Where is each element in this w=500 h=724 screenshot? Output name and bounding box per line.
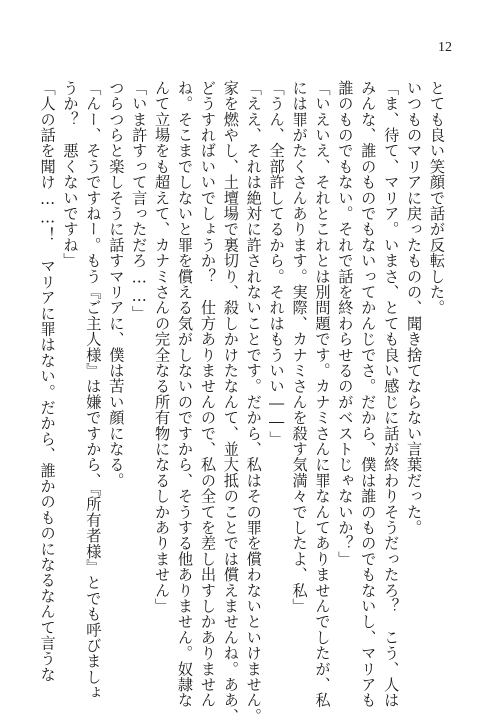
text-line: 「んー、そうですねー。もう『ご主人様』は嫌ですから、『所有者様』とでも呼びましょ [84,80,103,701]
text-line: どうすればいいでしょうか？ 仕方ありませんので、私の全てを差し出すしかありません [198,80,217,708]
text-line: 誰のものでもない。それで話を終わらせるのがベストじゃないか？」 [336,80,355,567]
text-line: うか？ 悪くないですね」 [61,80,80,269]
text-line: みんな、誰のものでもないってかんじでさ。だから、僕は誰のものでもないし、マリアも [359,80,378,708]
text-line: 家を燃やし、土壇場で裏切り、殺しかけたなんて、並大抵のことでは償えませんね。ああ、 [221,80,240,724]
text-line: 「うん、全部許してるから。それはもういい――」 [267,80,286,447]
text-line: には罪がたくさんあります。実際、カナミさんを殺す気満々でしたよ、私」 [290,80,309,614]
vertical-text-body [36,80,448,724]
text-line: 「人の話を聞け……！ マリアに罪はない。だから、誰かのものになるなんて言うな [38,80,57,683]
text-line: 「いえいえ、それとこれとは別問題です。カナミさんに罪なんてありませんでしたが、私 [313,80,332,708]
text-line: つらつらと楽しそうに話すマリアに、僕は苦い顔になる。 [107,80,126,489]
text-line: 「ええ、それは絶対に許されないことです。だから、私はその罪を償わないといけません。 [244,80,263,724]
text-line: 「ま、待て、マリア。いまさ、とても良い感じに話が終わりそうだったろ？ こう、人は [382,80,401,708]
text-line: とても良い笑顔で話が反転した。 [428,80,446,316]
text-line: んて立場をも超えて、カナミさんの完全なる所有物になるしかありません」 [153,80,172,614]
text-line: 「いま許すって言っただろ……」 [130,80,149,322]
text-line: ね。そこまでしないと罪を償える気がしないのですから、そうする他ありません。奴隷な [176,80,195,708]
page-number: 12 [438,40,452,55]
text-line: いつものマリアに戻ったものの、聞き捨てならない言葉だった。 [405,80,424,536]
